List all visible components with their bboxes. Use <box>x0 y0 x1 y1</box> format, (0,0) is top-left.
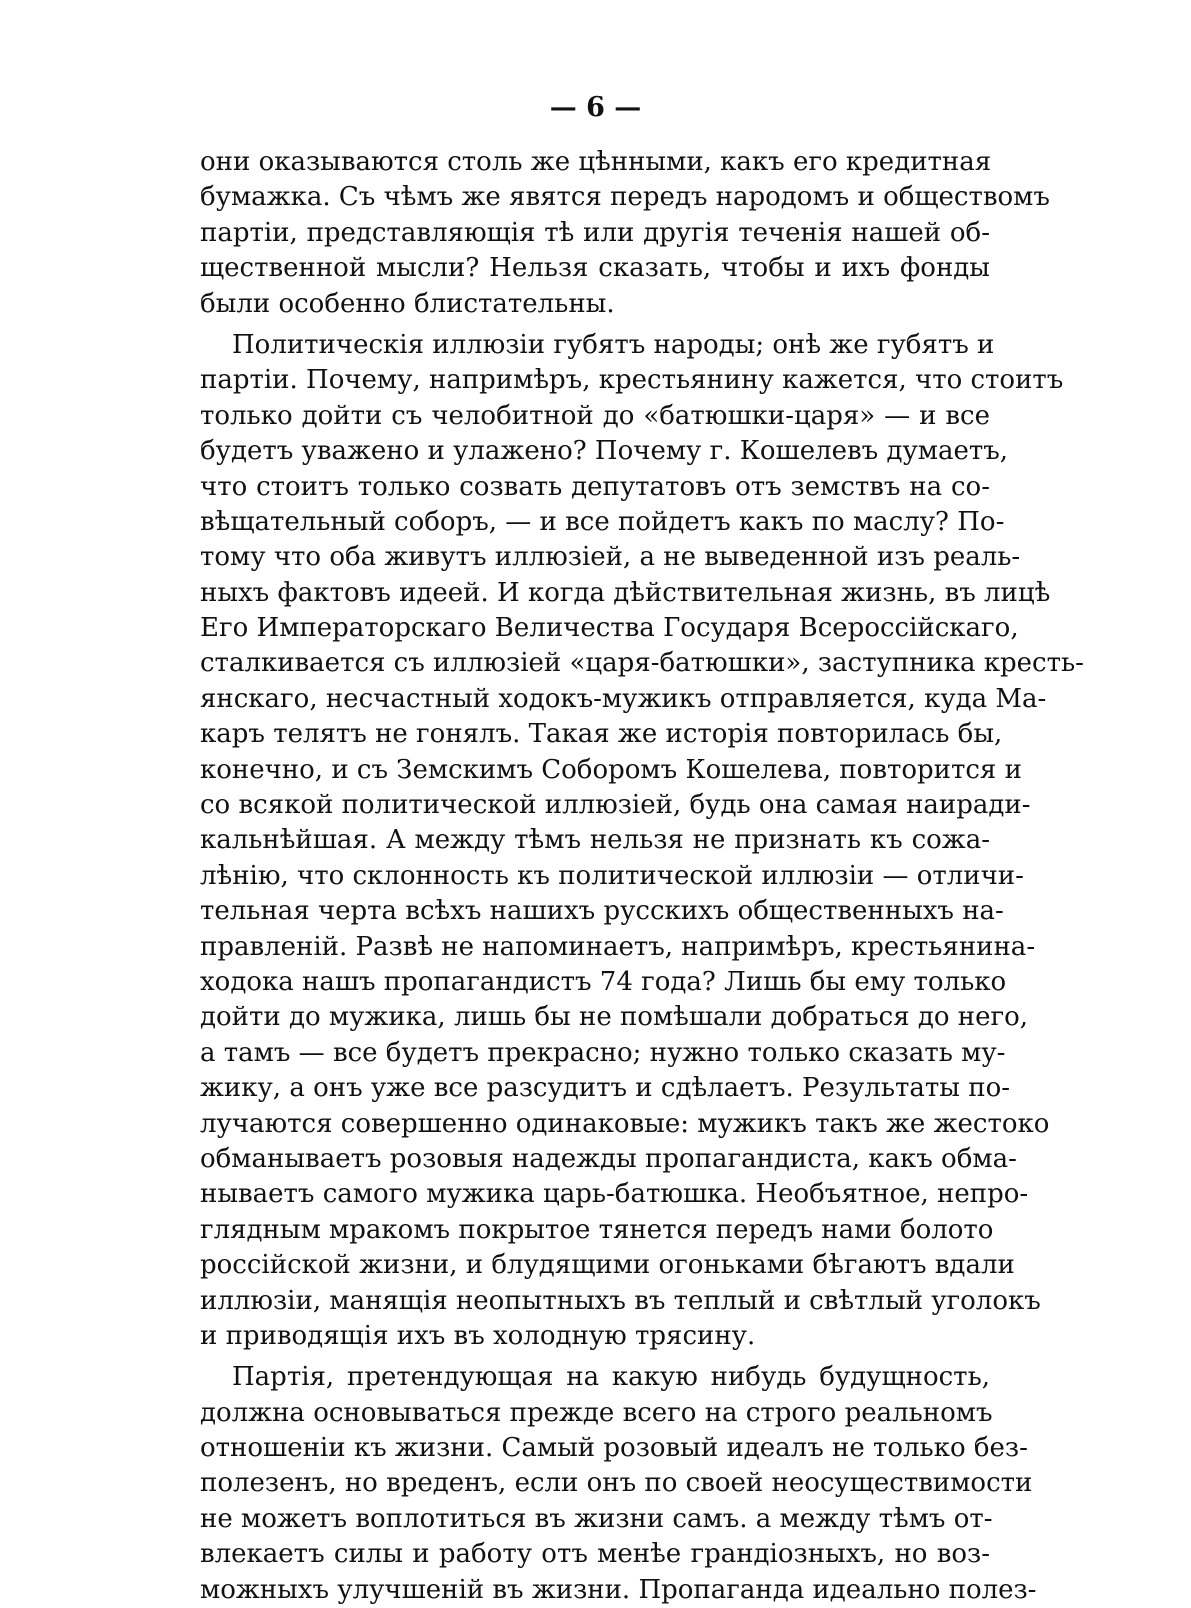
text-line: и приводящія ихъ въ холодную трясину. <box>200 1320 756 1351</box>
text-line: вѣщательный соборъ, — и все пойдетъ какъ по маслу? По- <box>200 506 1005 537</box>
page-text <box>200 145 1084 1608</box>
text-line: тельная черта всѣхъ нашихъ русскихъ общественныхъ на- <box>200 896 1004 927</box>
text-line: бумажка. Съ чѣмъ же явятся передъ народомъ и обществомъ <box>200 182 1050 213</box>
text-line: янскаго, несчастный ходокъ-мужикъ отправляется, куда Ма- <box>200 683 1047 714</box>
text-line: глядным мракомъ покрытое тянется передъ нами болото <box>200 1214 994 1245</box>
text-line: лѣнію, что склонность къ политической иллюзіи — отличи- <box>200 860 1024 891</box>
text-line: а тамъ — все будетъ прекрасно; нужно только сказать му- <box>200 1037 1006 1068</box>
text-line: кальнѣйшая. А между тѣмъ нельзя не признать къ сожа- <box>200 825 990 856</box>
text-line: ходока нашъ пропагандистъ 74 года? Лишь бы ему только <box>200 966 1007 997</box>
text-line: Партія, претендующая на какую нибудь будущность, <box>232 1362 990 1393</box>
text-line: сталкивается съ иллюзіей «царя-батюшки», заступника кресть- <box>200 648 1084 679</box>
text-line: лучаются совершенно одинаковые: мужикъ такъ же жестоко <box>200 1108 1050 1139</box>
text-line: нываетъ самого мужика царь-батюшка. Необъятное, непро- <box>200 1179 1029 1210</box>
text-line: влекаетъ силы и работу отъ менѣе грандіозныхъ, но воз- <box>200 1539 990 1570</box>
text-line: полезенъ, но вреденъ, если онъ по своей неосуществимости <box>200 1468 1033 1499</box>
text-line: иллюзіи, манящія неопытныхъ въ теплый и свѣтлый уголокъ <box>200 1285 1041 1316</box>
text-line: только дойти съ челобитной до «батюшки-царя» — и все <box>200 400 990 431</box>
text-line: что стоитъ только созвать депутатовъ отъ земствъ на со- <box>200 471 990 502</box>
text-line: со всякой политической иллюзіей, будь она самая наиради- <box>200 790 1031 821</box>
text-line: Его Императорскаго Величества Государя Всероссійскаго, <box>200 613 1019 644</box>
text-line: правленій. Развѣ не напоминаетъ, напримѣръ, крестьянина- <box>200 931 1036 962</box>
text-line: партіи, представляющія тѣ или другія теченія нашей об- <box>200 217 990 248</box>
text-line: каръ телятъ не гонялъ. Такая же исторія повторилась бы, <box>200 719 1003 750</box>
text-line: жику, а онъ уже все разсудитъ и сдѣлаетъ. Результаты по- <box>200 1073 1011 1104</box>
text-line: обманываетъ розовыя надежды пропагандиста, какъ обма- <box>200 1143 1017 1174</box>
text-line: Политическія иллюзіи губятъ народы; онѣ же губятъ и <box>232 329 995 360</box>
text-line: отношеніи къ жизни. Самый розовый идеалъ не только без- <box>200 1433 1028 1464</box>
text-line: тому что оба живутъ иллюзіей, а не выведенной изъ реаль- <box>200 542 1021 573</box>
text-line: ныхъ фактовъ идеей. И когда дѣйствительная жизнь, въ лицѣ <box>200 577 1051 608</box>
text-line: россійской жизни, и блудящими огоньками бѣгаютъ вдали <box>200 1250 1015 1281</box>
text-line: были особенно блистательны. <box>200 288 615 319</box>
text-line: можныхъ улучшеній въ жизни. Пропаганда идеально полез- <box>200 1574 1037 1605</box>
text-line: партіи. Почему, напримѣръ, крестьянину кажется, что стоитъ <box>200 365 1064 396</box>
text-line: щественной мысли? Нельзя сказать, чтобы и ихъ фонды <box>200 253 990 284</box>
text-line: будетъ уважено и улажено? Почему г. Кошелевъ думаетъ, <box>200 436 1009 467</box>
text-line: они оказываются столь же цѣнными, какъ его кредитная <box>200 147 992 177</box>
text-line: не можетъ воплотиться въ жизни самъ. а между тѣмъ от- <box>200 1503 993 1534</box>
text-line: должна основываться прежде всего на строго реальномъ <box>200 1397 993 1428</box>
text-line: дойти до мужика, лишь бы не помѣшали добраться до него, <box>200 1002 1029 1033</box>
page-number: — 6 — <box>549 92 642 123</box>
text-line: конечно, и съ Земскимъ Соборомъ Кошелева, повторится и <box>200 754 1022 785</box>
